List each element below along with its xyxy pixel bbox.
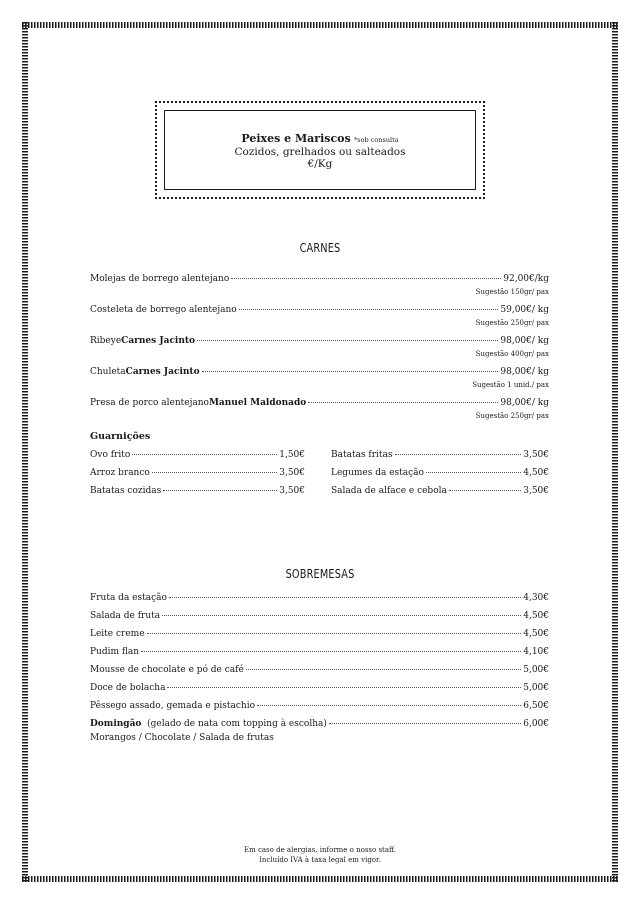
item-suggestion: Sugestão 400gr/ pax	[475, 350, 549, 358]
fish-box	[164, 110, 476, 190]
item-name: Molejas de borrego alentejano	[90, 274, 230, 284]
item-suggestion: Sugestão 250gr/ pax	[475, 319, 549, 327]
item-name: Ribeye	[90, 336, 122, 346]
guarnicao-item	[331, 486, 549, 496]
item-price: 4,50€	[523, 629, 549, 639]
item-bold: Manuel Maldonado	[208, 398, 307, 408]
item-price: 98,00€/ kg	[500, 398, 549, 408]
domingao-options: Morangos / Chocolate / Salada de frutas	[90, 733, 274, 743]
frame-left	[22, 22, 28, 882]
footer-iva: Incluído IVA à taxa legal em vigor.	[259, 856, 381, 864]
item-bold: Carnes Jacinto	[121, 336, 196, 346]
item-price: 3,50€	[523, 450, 549, 460]
carnes-item	[90, 274, 549, 284]
item-price: 59,00€/ kg	[500, 305, 549, 315]
sobremesas-title: SOBREMESAS	[285, 566, 355, 581]
frame-top	[22, 22, 618, 28]
item-bold: Carnes Jacinto	[125, 367, 200, 377]
item-name: Salada de fruta	[90, 611, 161, 621]
fish-line2: Cozidos, grelhados ou salteados	[234, 146, 406, 158]
sobremesa-item	[90, 647, 549, 657]
item-price: 4,10€	[523, 647, 549, 657]
item-name: Mousse de chocolate e pó de café	[90, 665, 244, 675]
item-name: Presa de porco alentejano	[90, 398, 209, 408]
item-name: Arroz branco	[90, 468, 150, 478]
sobremesa-item	[90, 719, 549, 729]
item-price: 5,00€	[523, 683, 549, 693]
item-name: Legumes da estação	[331, 468, 424, 478]
item-name: Leite creme	[90, 629, 145, 639]
item-price: 3,50€	[523, 486, 549, 496]
guarnicao-item	[90, 486, 305, 496]
carnes-title: CARNES	[299, 240, 341, 255]
item-price: 4,30€	[523, 593, 549, 603]
item-price: 1,50€	[279, 450, 305, 460]
item-price: 98,00€/ kg	[500, 336, 549, 346]
item-price: 98,00€/ kg	[500, 367, 549, 377]
item-price: 6,50€	[523, 701, 549, 711]
guarnicao-item	[90, 450, 305, 460]
footer-allergy: Em caso de alergias, informe o nosso staff.	[243, 846, 396, 854]
item-suggestion: Sugestão 1 unid./ pax	[472, 381, 549, 389]
carnes-item	[90, 398, 549, 408]
sobremesa-item	[90, 701, 549, 711]
item-price: 6,00€	[523, 719, 549, 729]
item-name: Costeleta de borrego alentejano	[90, 305, 237, 315]
item-name: Doce de bolacha	[90, 683, 166, 693]
item-price: 3,50€	[279, 468, 305, 478]
carnes-item	[90, 367, 549, 377]
fish-note: *sob consulta	[354, 136, 399, 144]
guarnicao-item	[331, 468, 549, 478]
item-name: Pêssego assado, gemada e pistachio	[90, 701, 255, 711]
item-name: Chuleta	[90, 367, 126, 377]
item-name: Ovo frito	[90, 450, 131, 460]
item-bold: Domingão	[90, 719, 142, 729]
sobremesa-item	[90, 611, 549, 621]
item-price: 4,50€	[523, 468, 549, 478]
guarnicao-item	[90, 468, 305, 478]
item-price: 92,00€/kg	[503, 274, 549, 284]
fish-title: Peixes e Mariscos	[241, 132, 351, 145]
item-name: Batatas cozidas	[90, 486, 162, 496]
item-price: 5,00€	[523, 665, 549, 675]
carnes-item	[90, 336, 549, 346]
sobremesa-item	[90, 665, 549, 675]
sobremesa-item	[90, 683, 549, 693]
fish-line3: €/Kg	[307, 158, 333, 170]
item-name: Fruta da estação	[90, 593, 167, 603]
guarnicoes-title: Guarnições	[90, 431, 151, 442]
item-name: Pudim flan	[90, 647, 140, 657]
item-name: Batatas fritas	[331, 450, 393, 460]
item-price: 3,50€	[279, 486, 305, 496]
sobremesa-item	[90, 593, 549, 603]
frame-bottom	[22, 876, 618, 882]
item-suggestion: Sugestão 150gr/ pax	[475, 288, 549, 296]
item-suggestion: Sugestão 250gr/ pax	[475, 412, 549, 420]
guarnicao-item	[331, 450, 549, 460]
carnes-item	[90, 305, 549, 315]
item-name: (gelado de nata com topping à escolha)	[141, 719, 327, 729]
frame-right	[612, 22, 618, 882]
item-price: 4,50€	[523, 611, 549, 621]
item-name: Salada de alface e cebola	[331, 486, 447, 496]
sobremesa-item	[90, 629, 549, 639]
